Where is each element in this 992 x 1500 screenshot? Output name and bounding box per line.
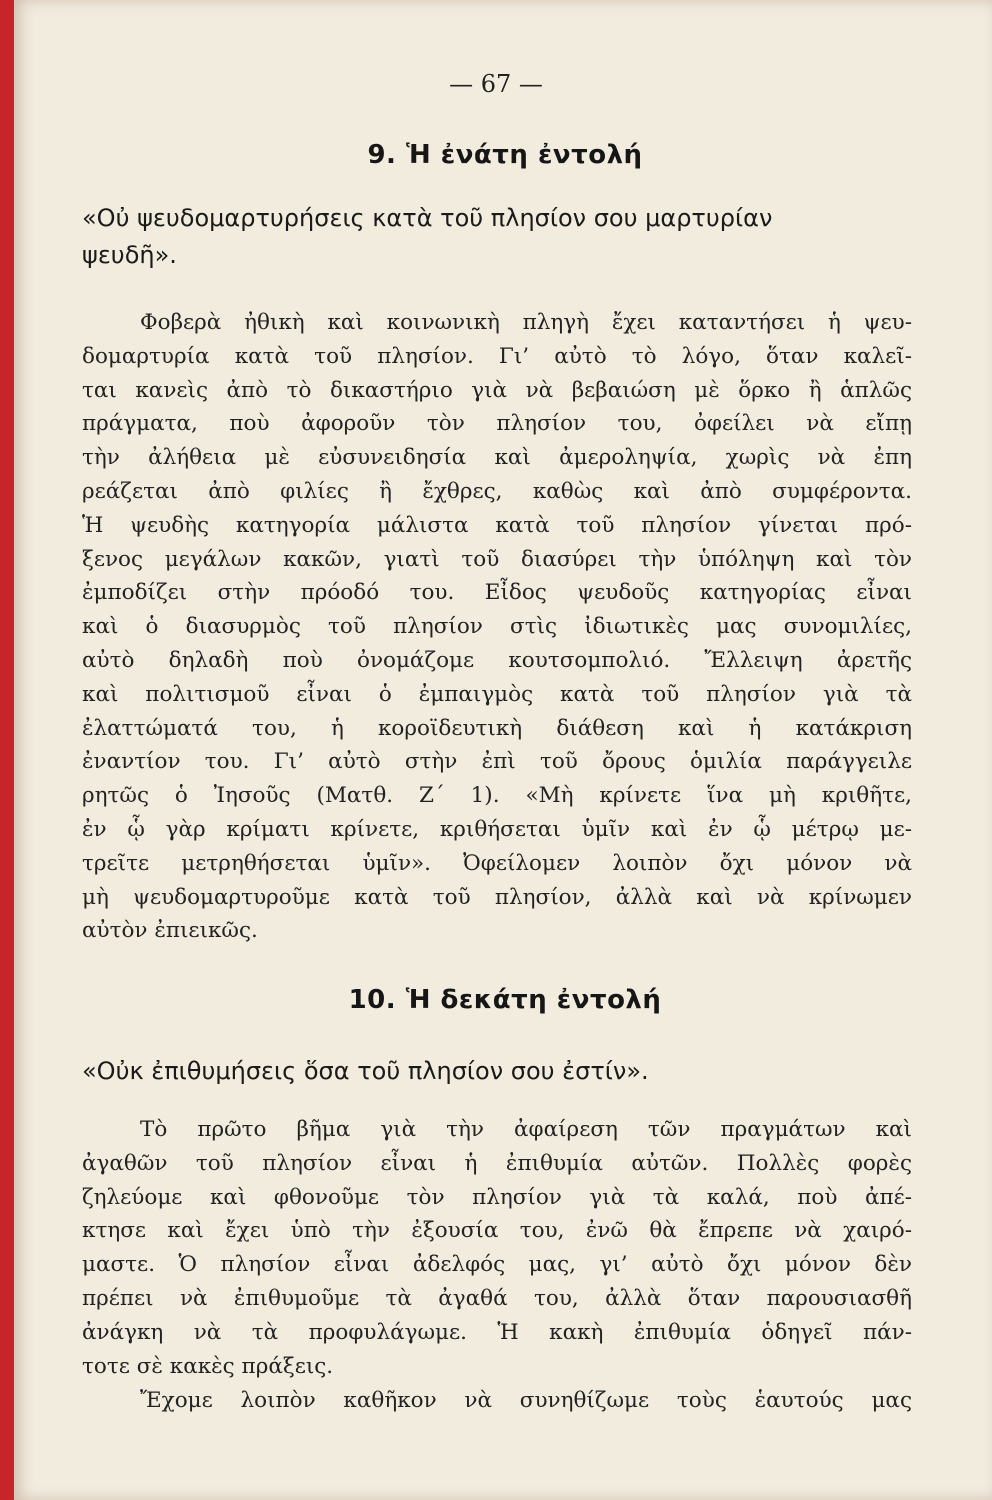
text-line: κτησε καὶ ἔχει ὑπὸ τὴν ἐξουσία του, ἐνῶ θὰ ἔπρεπε νὰ χαιρό- <box>82 1218 912 1244</box>
text-line: μὴ ψευδομαρτυροῦμε κατὰ τοῦ πλησίον, ἀλλὰ καὶ νὰ κρίνωμεν <box>82 884 912 910</box>
quote-line: «Οὐ ψευδομαρτυρήσεις κατὰ τοῦ πλησίον σου μαρτυρίαν <box>82 204 773 232</box>
text-line: ζηλεύομε καὶ φθονοῦμε τὸν πλησίον γιὰ τὰ καλά, ποὺ ἀπέ- <box>82 1184 912 1210</box>
text-line: ται κανεὶς ἀπὸ τὸ δικαστήριο γιὰ νὰ βεβαιώση μὲ ὅρκο ἢ ἁπλῶς <box>82 377 912 403</box>
text-line: ρητῶς ὁ Ἰησοῦς (Ματθ. Ζ΄ 1). «Μὴ κρίνετε ἵνα μὴ κριθῆτε, <box>82 783 912 809</box>
text-line: Ἔχομε λοιπὸν καθῆκον νὰ συνηθίζωμε τοὺς ἑαυτούς μας <box>140 1388 912 1413</box>
section-10-quote <box>82 1053 922 1090</box>
text-line: πρέπει νὰ ἐπιθυμοῦμε τὰ ἀγαθά του, ἀλλὰ ὅταν παρουσιασθῆ <box>82 1285 912 1311</box>
text-line: καὶ πολιτισμοῦ εἶναι ὁ ἐμπαιγμὸς κατὰ τοῦ πλησίον γιὰ τὰ <box>82 681 912 707</box>
text-line: ἐν ᾧ γὰρ κρίματι κρίνετε, κριθήσεται ὑμῖν καὶ ἐν ᾧ μέτρῳ με- <box>82 816 912 842</box>
section-9-heading: 9. Ἡ ἐνάτη ἐντολή <box>367 140 643 170</box>
text-line: ἐναντίον του. Γι’ αὐτὸ στὴν ἐπὶ τοῦ ὄρους ὁμιλία παράγγειλε <box>82 749 912 775</box>
text-line: ρεάζεται ἀπὸ φιλίες ἢ ἔχθρες, καθὼς καὶ ἀπὸ συμφέροντα. <box>82 478 912 504</box>
text-line: τρεῖτε μετρηθήσεται ὑμῖν». Ὀφείλομεν λοιπὸν ὄχι μόνον νὰ <box>82 850 912 876</box>
section-10-paragraph-2 <box>82 1384 912 1418</box>
text-line: καὶ ὁ διασυρμὸς τοῦ πλησίον στὶς ἰδιωτικὲς μας συνομιλίες, <box>82 614 912 640</box>
text-line: αὐτὸν ἐπιεικῶς. <box>82 918 258 944</box>
section-10-paragraph-1 <box>82 1113 912 1383</box>
text-line: ἐλαττώματά του, ἡ κοροϊδευτικὴ διάθεση καὶ ἡ κατάκριση <box>82 715 912 741</box>
text-line: αὐτὸ δηλαδὴ ποὺ ὀνομάζομε κουτσομπολιό. Ἔλλειψη ἀρετῆς <box>82 647 912 673</box>
text-line: ἐμποδίζει στὴν πρόοδό του. Εἶδος ψευδοῦς κατηγορίας εἶναι <box>82 580 912 606</box>
section-9-paragraph <box>82 306 912 948</box>
text-line: Τὸ πρῶτο βῆμα γιὰ τὴν ἀφαίρεση τῶν πραγμάτων καὶ <box>140 1117 912 1142</box>
text-line: δομαρτυρία κατὰ τοῦ πλησίον. Γι’ αὐτὸ τὸ λόγο, ὅταν καλεῖ- <box>82 343 912 369</box>
text-line: τὴν ἀλήθεια μὲ εὐσυνειδησία καὶ ἀμεροληψία, χωρὶς νὰ ἐπη <box>82 445 912 471</box>
text-line: πράγματα, ποὺ ἀφοροῦν τὸν πλησίον του, ὀφείλει νὰ εἴπῃ <box>82 411 912 437</box>
text-line: ἀνάγκη νὰ τὰ προφυλάγωμε. Ἡ κακὴ ἐπιθυμία ὁδηγεῖ πάν- <box>82 1319 912 1345</box>
page-number: — 67 — <box>449 70 543 98</box>
text-line: ἀγαθῶν τοῦ πλησίον εἶναι ἡ ἐπιθυμία αὐτῶν. Πολλὲς φορὲς <box>82 1150 912 1176</box>
text-line: ξενος μεγάλων κακῶν, γιατὶ τοῦ διασύρει τὴν ὑπόληψη καὶ τὸν <box>82 546 912 572</box>
quote-line: ψευδῆ». <box>82 241 177 269</box>
text-line: Φοβερὰ ἠθικὴ καὶ κοινωνικὴ πληγὴ ἔχει καταντήσει ἡ ψευ- <box>140 310 912 335</box>
text-line: τοτε σὲ κακὲς πράξεις. <box>82 1353 334 1379</box>
section-10-heading: 10. Ἡ δεκάτη ἐντολή <box>348 985 662 1015</box>
section-9-quote <box>82 200 922 274</box>
quote-line: «Οὐκ ἐπιθυμήσεις ὅσα τοῦ πλησίον σου ἐστίν». <box>82 1057 649 1085</box>
text-line: Ἡ ψευδὴς κατηγορία μάλιστα κατὰ τοῦ πλησίον γίνεται πρό- <box>82 512 912 538</box>
text-line: μαστε. Ὁ πλησίον εἶναι ἀδελφός μας, γι’ αὐτὸ ὄχι μόνον δὲν <box>82 1252 912 1278</box>
